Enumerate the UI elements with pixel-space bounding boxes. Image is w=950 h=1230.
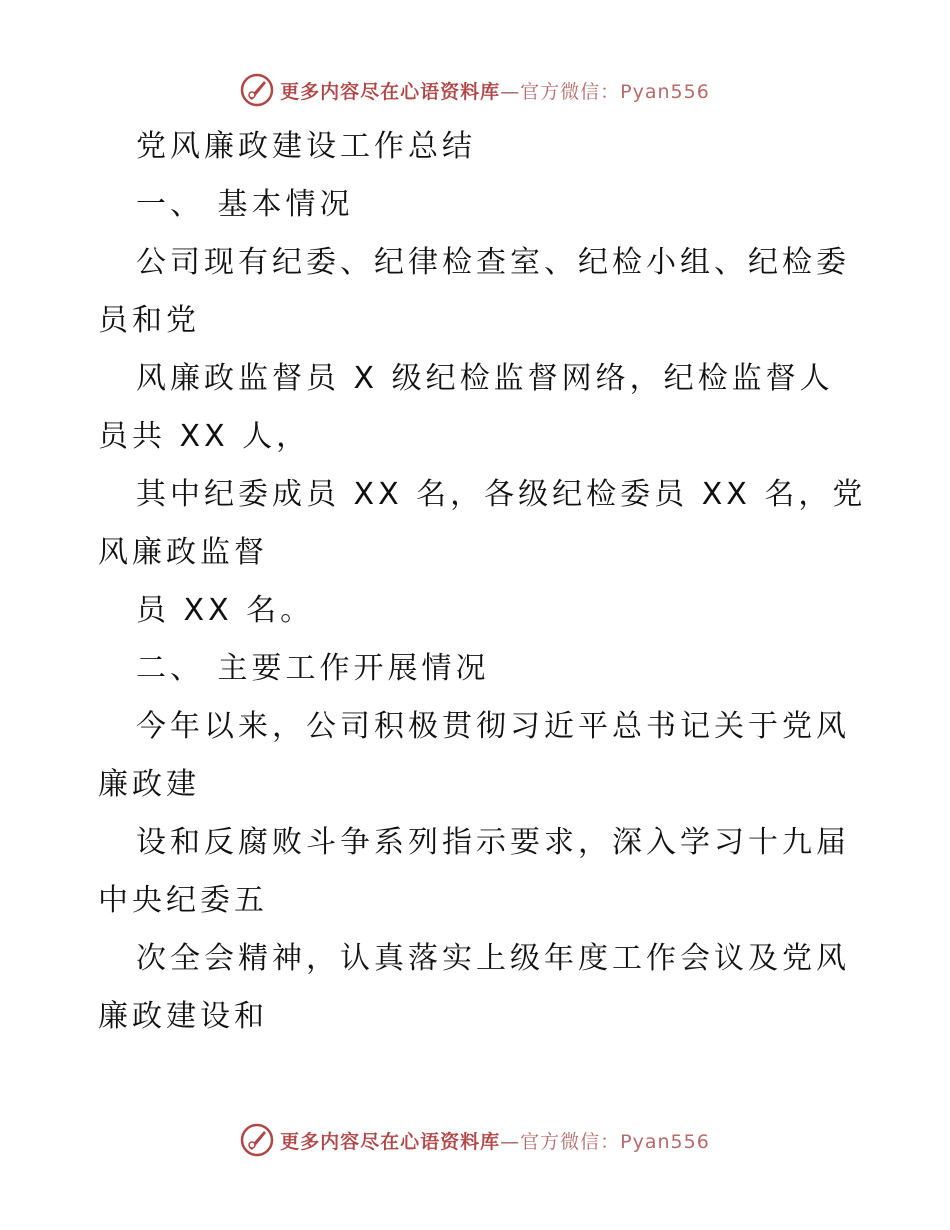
paragraph-line: 廉政建设和 [98,999,268,1034]
paragraph-line: 员和党 [98,303,200,338]
section-heading-work: 二、 主要工作开展情况 [136,651,490,686]
watermark-wechat: 官方微信：Pyan556 [520,80,710,103]
watermark-brand: 更多内容尽在心语资料库 [280,1130,501,1153]
paragraph-line: 风廉政监督 [98,535,268,570]
watermark-separator: — [500,1130,521,1153]
paragraph-line: 次全会精神，认真落实上级年度工作会议及党风 [136,941,850,976]
header-watermark [0,70,950,110]
footer-watermark [0,1120,950,1160]
watermark-text [280,1127,710,1154]
paragraph-line: 中央纪委五 [98,883,268,918]
quill-logo-icon [240,1123,274,1157]
watermark-separator: — [500,80,521,103]
section-heading-basic: 一、 基本情况 [136,187,354,222]
watermark-wechat: 官方微信：Pyan556 [520,1130,710,1153]
paragraph-line: 廉政建 [98,767,200,802]
watermark-brand: 更多内容尽在心语资料库 [280,80,501,103]
document-body [98,118,868,1046]
paragraph-line: 员共 XX 人， [98,419,311,454]
paragraph-line: 风廉政监督员 X 级纪检监督网络，纪检监督人 [136,361,834,396]
paragraph-line: 其中纪委成员 XX 名，各级纪检委员 XX 名，党 [136,477,867,512]
watermark-text [280,77,710,104]
paragraph-line: 今年以来，公司积极贯彻习近平总书记关于党风 [136,709,850,744]
paragraph-line: 设和反腐败斗争系列指示要求，深入学习十九届 [136,825,850,860]
quill-logo-icon [240,73,274,107]
document-title: 党风廉政建设工作总结 [136,129,476,164]
paragraph-line: 公司现有纪委、纪律检查室、纪检小组、纪检委 [136,245,850,280]
paragraph-line: 员 XX 名。 [136,593,315,628]
